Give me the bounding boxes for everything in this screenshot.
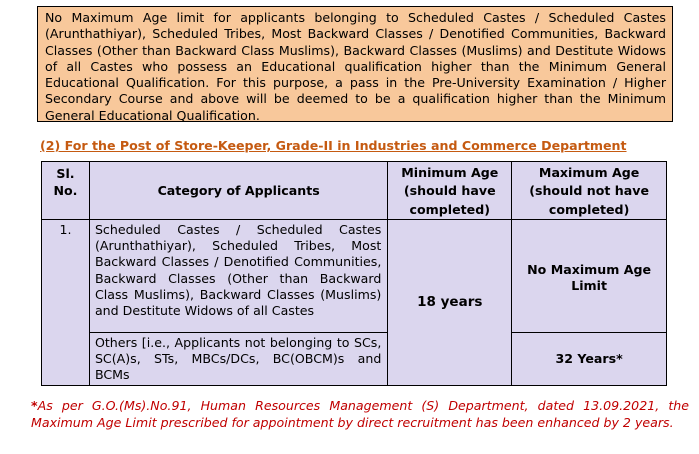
table-header-row <box>42 162 667 220</box>
row-sl-no: 1. <box>42 220 90 386</box>
section-heading: (2) For the Post of Store-Keeper, Grade-II in Industries and Commerce Department <box>40 138 627 153</box>
footnote <box>31 398 689 431</box>
row-category-reserved: Scheduled Castes / Scheduled Castes (Arunthathiyar), Scheduled Tribes, Most Backward Classes / Denotified Communities, Backward Classes (Other than Backward Class Muslims), Backward Classes (Muslims) and Destitute Widows of all Castes <box>89 220 387 333</box>
row-maximum-age-others: 32 Years* <box>512 333 667 386</box>
header-category: Category of Applicants <box>89 162 387 220</box>
footnote-star: * <box>31 398 38 413</box>
row-minimum-age: 18 years <box>388 220 512 386</box>
header-maximum-age: Maximum Age (should not have completed) <box>512 162 667 220</box>
notice-text: No Maximum Age limit for applicants belonging to Scheduled Castes / Scheduled Castes (Arunthathiyar), Scheduled Tribes, Most Backward Classes / Denotified Communities, Backward Classes (Other than Backward Class Muslims), Backward Classes (Muslims) and Destitute Widows of all Castes who possess an Educational qualification higher than the Minimum General Educational Qualification. For this purpose, a pass in the Pre-University Examination / Higher Secondary Course and above will be deemed to be a qualification higher than the Minimum General Educational Qualification. <box>45 10 666 123</box>
age-limit-table <box>41 161 667 386</box>
row-category-others: Others [i.e., Applicants not belonging to SCs, SC(A)s, STs, MBCs/DCs, BC(OBCM)s and BCMs <box>89 333 387 386</box>
table-row <box>42 333 667 386</box>
footnote-text: As per G.O.(Ms).No.91, Human Resources Management (S) Department, dated 13.09.2021, the Maximum Age Limit prescribed for appointment by direct recruitment has been enhanced by 2 years. <box>31 398 689 430</box>
header-minimum-age: Minimum Age (should have completed) <box>388 162 512 220</box>
age-relaxation-notice <box>37 6 673 122</box>
row-maximum-age-reserved: No Maximum Age Limit <box>512 220 667 333</box>
table-row <box>42 220 667 333</box>
header-sl-no: Sl. No. <box>42 162 90 220</box>
